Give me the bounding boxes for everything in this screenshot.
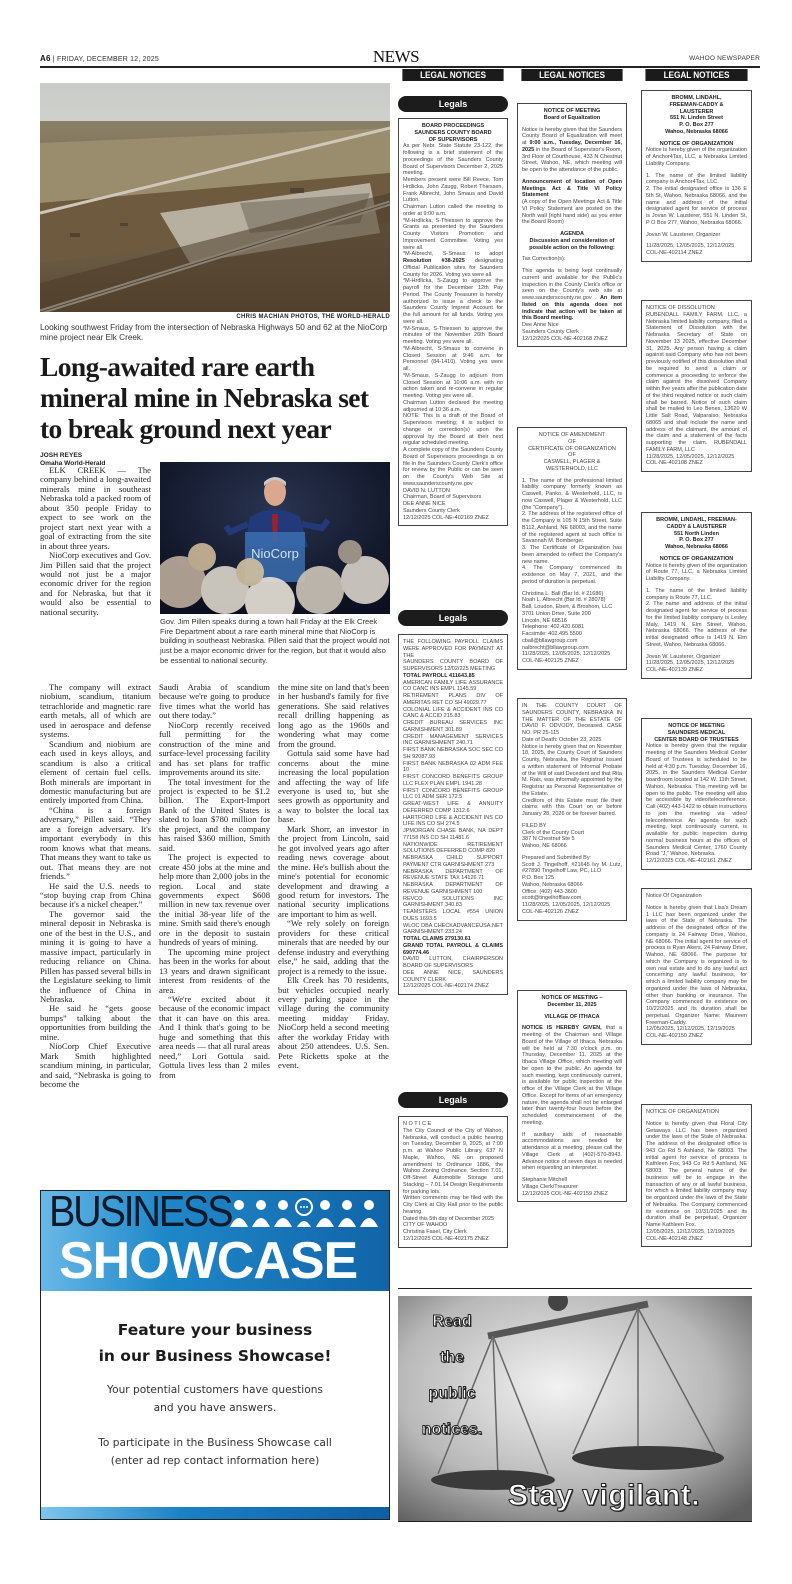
notice-line: GRAND TOTAL PAYROLL & CLAIMS 690774.46 [403, 942, 503, 956]
notice-line: Village Clerk/Treasurer [522, 1183, 578, 1190]
notice-line: SAUNDERS MEDICAL [667, 729, 726, 736]
notice-line: Saunders County Clerk [522, 328, 579, 335]
article-paragraph: NioCorp recently received full permitting for the construction of the mine and surface-level processing facility and has set plans for traffic improvements around its site. [159, 719, 270, 778]
notice-line: OF [568, 452, 576, 459]
ad-text-line: Your potential customers have questions [107, 1384, 323, 1396]
notice-line: OF [568, 438, 576, 445]
notice-line: Dated this 5th day of December 2025 [403, 1215, 495, 1222]
notice-line: NOTICE OF ORGANIZATION [659, 140, 734, 147]
notice-line: LAUSTERER [679, 108, 714, 115]
notice-wahoo-hearing [398, 1116, 508, 1248]
notice-line: *M-Smaus, S-Thiessen to approve the minutes of the November 26th Board meeting. Voting yes were all. [403, 325, 503, 345]
notice-line: Chairman Lutton declared the meeting adjourned at 10:36 a.m. [403, 399, 503, 413]
notice-line: Noah L. Albrecht (Bar Id. # 28078) [522, 597, 606, 604]
article-paragraph: Scandium and niobium are each used in keys alloys, and scandium is also a critical element of certain fuel cells. Both minerals are important in domestic manufacturing but are entirely imported from China. [40, 738, 151, 806]
photo-caption-governor: Gov. Jim Pillen speaks during a town hall Friday at the Elk Creek Fire Department about a rare earth mineral mine that NioCorp is building in southeast Nebraska. Pillen said that the project would not just be a major economic driver for the region, but that it would also be essential to national security. [160, 617, 390, 665]
notice-line: TOTAL PAYROLL 411643.85 [403, 672, 475, 679]
ad-line-notices: notices. [421, 1421, 483, 1438]
notice-line: TEAMSTERS LOCAL #554 UNION DUES 1693.5 [403, 909, 503, 922]
legal-notices-header-2: LEGAL NOTICES [521, 69, 622, 81]
notice-line: SAUNDERS COUNTY BOARD OF SUPERVISORS 12/02/225 MEETING [403, 659, 503, 672]
notice-line: 12/05/2025, 12/12/2025, 12/19/2025 [646, 1228, 735, 1235]
ad-text-line: (enter ad rep contact information here) [110, 1455, 320, 1467]
public-notices-ad [398, 1296, 752, 1522]
notice-line: Date of Death: October 23, 2025 [522, 736, 602, 743]
legals-label: Legals [398, 96, 508, 112]
notice-line: 551 North Linden [674, 530, 719, 537]
notice-estate-probate [517, 698, 627, 921]
notice-line: CREDIT MANAGEMENT SERVICES INC GARNISHMENT 240.71 [403, 733, 503, 747]
ad-text-line: To participate in the Business Showcase call [98, 1437, 332, 1449]
notice-anchor4tax-organization [641, 90, 752, 262]
article-paragraph: The governor said the mineral deposit in Nebraska is one of the best in the U.S., and mining it is going to have a massive impact, particularly in reducing reliance on China. Pillen has passed several bills in the Legislature seeking to limit the influence of China in Nebraska. [40, 908, 151, 1004]
notice-line: Tax Correction(s): [522, 256, 566, 263]
notice-line: COL-NE-402126 ZNEZ [522, 908, 579, 915]
article-paragraph: The company will extract niobium, scandium, titanium tetrachloride and magnetic rare earth metals, all of which are used in aerospace and defense systems. [40, 682, 151, 740]
notice-certificate-amendment [517, 427, 627, 670]
notice-line: JPMORGAN CHASE BANK, NA DEPT 77158 INS CO SH 11481.6 [403, 828, 503, 841]
ad-line-read: Read [432, 1313, 472, 1330]
notice-line [522, 268, 622, 322]
notice-line: 12/05/2025, 12/12/2025, 12/19/2025 [646, 1026, 735, 1033]
notice-line: 11/28/2025, 12/05/2025, 12/12/2025 [646, 243, 735, 250]
legals-label: Legals [398, 610, 508, 626]
notice-line: Notice is hereby given of the organization of Anchor4Tax, LLC, a Nebraska Limited Liability Company. [646, 147, 747, 167]
notice-line: *M-Smaus, S-Zaugg to adjourn from Closed Session at 10:06 a.m. with no action taken and re-convene in regular meeting. Voting yes were all. [403, 372, 503, 399]
notice-line: DAVID N. LUTTON [403, 487, 450, 494]
notice-line: Facsimile: 402.495.5500 [522, 631, 582, 637]
ad-tagline: Stay vigilant. [508, 1479, 701, 1512]
section-rule [398, 1288, 752, 1289]
ad-body-text [41, 1381, 389, 1417]
notice-line: N O T I C E [403, 1121, 432, 1127]
folio-separator: | [52, 56, 55, 63]
notice-line: 551 N. Linden Street [670, 115, 723, 122]
notice-line: FIRST CONCORD BENEFITS GROUP LLC 01 ADM SER 172.5 [403, 787, 503, 801]
notice-line: The City Council of the City of Wahoo, Nebraska, will conduct a public hearing on Tuesday, December 9, 2025, at 7:00 p.m. at Wahoo Public Library, 637 N Maple, Wahoo, NE on proposed amendment to Ordinance 1886, the Wahoo Zoning Ordinance, Section 7.01, Off-Street Automobile Storage and Stacking – 7.01.14 Design Requirements for parking lots. [403, 1127, 503, 1195]
notice-line: Scott J. Tingelhoff, #21645 Ivy M. Lutz, #27890 Tingelhoff Law, PC, LLO [522, 861, 622, 875]
notice-text-run: Notice is hereby given that the Saunders County Board of Equalization will meet at [522, 126, 622, 146]
notice-line: 12/12/2025 COL-NE-402175 ZNEZ [403, 1235, 489, 1242]
article-paragraph: ELK CREEK — The company behind a long-awaited minerals mine in southeast Nebraska told a packed room of about 350 people Friday to expect to see work on the project start next year with a goal of extracting from the site in about three years. [40, 465, 151, 551]
notice-text-run: *M-Albrecht, S-Smaus to adopt [403, 251, 503, 258]
notice-line: DAVID LUTTON, CHAIRPERSON BOARD OF SUPERVISORS [403, 956, 503, 969]
notice-line: Notice is hereby given that on November 18, 2025, the County Court of Saunders County, Nebraska, the Registrar issued a written statement of Informal Probate of the Will of said Decedent and that Rita M. Rais, was informally appointed by the Registrar as Personal Representative of the Estate. [522, 743, 622, 797]
notice-line: If auxiliary aids of reasonable accommodations are needed for attendance at a meeting, please call the Village Clerk at (402)-570-8943. Advance notice of seven days is needed when requesting an interpreter. [522, 1131, 622, 1172]
notice-text-run: in the Board of Supervisor's Room, 3rd Floor of Courthouse, 433 N Chestnut Street, Wahoo, NE, which meeting will be open to the attendance of the public. [522, 146, 622, 173]
notice-line: Wahoo, Nebraska 68066 [665, 544, 728, 550]
article-paragraph: The upcoming mine project has been in the works for about 13 years and drawn significant interest from residents of the area. [159, 946, 270, 995]
chat-bubble-icon [296, 1199, 312, 1227]
notice-line [522, 127, 622, 174]
notice-line: DEE ANNE NICE, SAUNDERS COUNTY CLERK [403, 969, 503, 983]
notice-text-run: An item listed on this agenda does not indicate that action will be taken at this Board meeting. [522, 295, 622, 322]
notice-line: Notice is hereby given that Floral City Getaways LLC has been organized under the laws of the State of Nebraska. The address of the designated office is 943 Co Rd 5 Ashland, Ne 68003. The initial agent for service of process is Kathleen Fox, 943 Co Rd 5 Ashland, NE 68003. The general nature of the business will be to engage in the transaction of any or all lawful business, for which a limited liability company may be organized under the laws of the State of Nebraska. The Company commenced its existence on 10/31/2025 and its duration shall be perpetual. Organizer Name Kathleen Fox. [646, 1120, 747, 1228]
notice-line: 11/28/2025, 12/05/2025, 12/12/2025 [522, 651, 611, 658]
notice-text-run: that a meeting of the Chairman and Village Board of the Village of Ithaca, Nebraska will be held at 7:30 o'clock p.m. on Thursday, December 11, 2025 at the Ithaca Village Office, which meeting will be open to the public. An agenda for such meeting, kept continuously current, is available for public inspection at the office of the Village Clerk at the Village Office. Except for items of an emergency nature, the agenda shall not be enlarged later than twenty-four hours before the scheduled commencement of the meeting. [522, 1025, 622, 1126]
notice-line: NEBRASKA DEPARTMENT OF REVENUE GARNISHMENT 100 [403, 882, 503, 895]
article-paragraph: the mine site on land that's been in her husband's family for five generations. She said relatives recall drilling happening as long ago as the 1960s and wondering what may come from the ground. [278, 682, 389, 749]
notice-line: COLONIAL LIFE & ACCIDENT INS CO CANC & ACCID 215.83 [403, 706, 503, 720]
notice-line: COL-NE-402148 ZNEZ [646, 1235, 703, 1242]
legals-label: Legals [398, 1092, 508, 1108]
article-paragraph: Gottula said some have had concerns about the mine increasing the local population and affecting the way of life everyone is used to, but she sees growth as opportunity and a way to bolster the local tax base. [278, 748, 389, 825]
article-paragraph: He said the U.S. needs to “stop buying crap from China because it's a nickel cheaper.” [40, 880, 151, 910]
notice-line: *M-Albrecht, S-Smaus to convene in Closed Session at 9:46 a.m. for Personnel (84-1410). Voting yes were all. [403, 345, 503, 372]
notice-line: COL-NE-402125 ZNEZ [522, 658, 579, 664]
notice-line: BOARD PROCEEDINGS [421, 123, 485, 129]
notice-line: COL-NE-402150 ZNEZ [646, 1033, 703, 1039]
notice-line: THE FOLLOWING PAYROLL CLAIMS WERE APPROVED FOR PAYMENT AT THE [403, 639, 503, 659]
notice-line: 3. The Certificate of Organization has been amended to reflect the Company's new name. [522, 545, 622, 565]
notice-line: OF SUPERVISORS [428, 136, 478, 143]
notice-line: NOTICE OF MEETING [543, 108, 601, 114]
notice-line: RETIREMENT PLANS DIV OF AMERITAS RET CO SH 49029.77 [403, 693, 503, 706]
notice-text-run: NOTICE IS HEREBY GIVEN, [522, 1025, 602, 1032]
notice-line: Telephone: 402.420.6081 [522, 624, 585, 631]
notice-line: BROMM, LINDAHL, [671, 95, 722, 101]
notice-text-run: This agenda is being kept continually current and available for the Public's inspection in the County Clerk's office or seen on the County's web site at www.saunderscounty.ne.gov . [522, 268, 622, 301]
notice-line: 12/12/2025 COL-NE-402169 ZNEZ [403, 514, 489, 521]
notice-line: nalbrecht@bllawgroup.com [522, 644, 589, 651]
notice-line: NOTICE OF MEETING – [541, 995, 603, 1001]
notice-line: Prepared and Submitted By: [522, 854, 592, 861]
notice-rubendall-dissolution [641, 300, 752, 472]
ad-line-public: public [428, 1385, 476, 1402]
notice-line: CITY OF WAHOO [403, 1222, 448, 1229]
article-paragraph: Elk Creek has 70 residents, but vehicles occupied nearly every parking space in the village during the community meeting midday Friday. NioCorp held a second meeting after the workday Friday with about 250 attendees. U.S. Sen. Pete Ricketts spoke at the event. [278, 975, 389, 1071]
notice-line: 11/28/2025, 12/05/2025, 12/12/2025 [646, 453, 735, 460]
photo-credit: CHRIS MACHIAN PHOTOS, THE WORLD-HERALD [236, 314, 390, 320]
notice-line: Dee Anne Nice [522, 322, 559, 328]
notice-line: FIRST CONCORD BENEFITS GROUP LLC FLEX PLAN EMPL 1941.28 [403, 774, 503, 787]
notice-line: TOTAL CLAIMS 279130.61 [403, 936, 471, 942]
notice-line: 12/12/2025 COL-NE-402168 ZNEZ [522, 335, 608, 342]
notice-line: CASWELL, PLAGER & [543, 459, 601, 465]
page-number: A6 [40, 54, 51, 63]
newspaper-name: WAHOO NEWSPAPER [689, 55, 760, 62]
notice-line: P. O. Box 277 [679, 122, 714, 128]
notice-line: NEBRASKA DEPARTMENT OF REVENUE STATE TAX 14126.71 [403, 868, 503, 882]
notice-line: CREDIT BUREAU SERVICES INC GARNISHMENT 301.89 [403, 720, 503, 733]
notice-line: Notice is hereby given of the organization of Route 77, LLC, a Nebraska Limited Liability Company. [646, 562, 747, 582]
notice-line: 3701 Union Drive, Suite 200 [522, 610, 591, 617]
notice-line: 12/12/2025 COL-NE-402159 ZNEZ [522, 1190, 608, 1197]
notice-line: IN THE COUNTY COURT OF SAUNDERS COUNTY, NEBRASKA IN THE MATTER OF THE ESTATE OF DAVID F. ODVODY, Deceased. CASE NO. PR 25-115 [522, 703, 622, 736]
issue-date: FRIDAY, DECEMBER 12, 2025 [56, 56, 159, 63]
notice-line: Wahoo, NE 68066 [522, 843, 567, 849]
byline-author: JOSH REYES [40, 452, 83, 459]
notice-line: Discussion and consideration of possible action on the following: [529, 237, 615, 251]
notice-line: Wahoo, Nebraska 68066 [522, 881, 583, 888]
notice-line: SAUNDERS COUNTY BOARD [414, 129, 492, 136]
notice-line: DEE ANNE NICE [403, 501, 446, 507]
notice-line: WESTERHOLD, LLC [546, 465, 598, 472]
notice-line: 1. The name of the limited liability company is Route 77, LLC. [646, 587, 747, 601]
notice-line: NATIONWIDE RETIREMENT SOLUTIONS DEFERRED COMP 820 [403, 841, 503, 855]
notice-line: A complete copy of the Saunders County Board of Supervisors proceedings is on file in the Saunders County Clerk's office for review by the Public or can be seen on the County's Web Site at www.saunderscounty.ne.gov [403, 447, 503, 487]
article-column-1 [40, 466, 151, 617]
notice-line: FIRST BANK NEBRASKA 02 ADM FEE 10 [403, 760, 503, 774]
notice-line: As per Nebr. State Statute 23-122, the following is a brief statement of the proceedings of the Saunders County Board of Supervisors December 2, 2025 meeting. [403, 143, 503, 177]
photo-caption-aerial: Looking southwest Friday from the intersection of Nebraska Highways 50 and 62 at the NioCorp mine project near Elk Creek. [40, 323, 388, 342]
notice-board-of-equalization [517, 103, 627, 347]
notice-line: WLOC DBA CHECKADVANCEUSA.NET GARNISHMENT 233.24 [403, 922, 503, 936]
notice-line: December 11, 2025 [547, 1001, 597, 1008]
notice-line: Creditors of this Estate must file their claims with this Court on or before January 28, 2026 or be forever barred. [522, 797, 622, 817]
notice-route77-organization [641, 512, 752, 679]
notice-line: FILED BY [522, 822, 547, 829]
ad-headline [41, 1317, 389, 1369]
article-paragraph: He said he “gets goose bumps” talking about the opportunities from building the mine. [40, 1003, 151, 1042]
ad-headline-line: in our Business Showcase! [98, 1347, 332, 1365]
notice-lisas-dream-organization [641, 888, 752, 1045]
article-paragraph: “We rely solely on foreign providers for these critical minerals that are needed by our defense industry and everything else,” he said, adding that the project is a remedy to the issue. [278, 918, 389, 976]
notice-line: CERTIFICATE OF ORGANIZATION [528, 445, 616, 452]
notice-line: COL-NE-402114 ZNEZ [646, 250, 703, 256]
notice-line: COL-NE-402139 ZNEZ [646, 667, 703, 673]
notice-line: P.O. Box 125 [522, 875, 555, 881]
legal-notices-header-1: LEGAL NOTICES [402, 69, 503, 81]
notice-line: 12/12/2025 COL-NE-402161 ZNEZ [646, 858, 732, 864]
notice-line: Notice Of Organization [646, 893, 702, 899]
notice-line: NOTICE OF DISSOLUTION [646, 305, 715, 311]
notice-line: CENTER BOARD OF TRUSTEES [654, 736, 739, 743]
notice-line: 2. The address of the registered office of the Company is 105 N 15th Street, Suite B112, Ashland, NE 68003, and the name of the registered agent at such office is Savannah M. Bomberger. [522, 511, 622, 545]
notice-line: Stephanie Mitchell [522, 1177, 567, 1183]
article-column-2 [40, 683, 151, 1089]
notice-payroll-claims [398, 634, 508, 995]
ad-text-line: and you have answers. [153, 1402, 277, 1414]
ad-word-business: BUSINESS [49, 1191, 232, 1236]
notice-line: Announcement of location of Open Meetings Act & Title VI Policy Statement [522, 178, 622, 199]
notice-board-proceedings [398, 118, 508, 526]
notice-line: RUBENDALL FAMILY FARM, LLC, a Nebraska limited liability company, filed a Statement of Dissolution with the Nebraska Secretary of State on November 13 2025, effective December 31, 2025. Any person having a claim against said Company who has not been previously notified of this dissolution shall be required to send a claim or commence a proceeding to enforce the claim against the dissolved Company within five years after the publication date of the third required notice or such claim shall be barred. Notice of such claim shall be mailed to Leo Benes, 13620 W Little Salt Road, Valparaiso, Nebraska 68065 and shall include the name and address of the claimant, the amount of the claim and a statement of the facts supporting the claim. RUBENDALL FAMILY FARM, LLC [646, 311, 747, 453]
notice-line: AGENDA [560, 231, 584, 237]
notice-line: 1. The name of the professional limited liability company formerly known as Caswell, Panko, & Westerhold, LLC, is now Caswell, Plager & Westerhold, LLC (the "Company"). [522, 477, 622, 511]
byline-outlet: Omaha World-Herald [40, 460, 106, 467]
notice-line: REVCO SOLUTIONS INC GARNISHMENT 340.83 [403, 895, 503, 909]
notice-line: Board of Equalization [543, 114, 601, 121]
notice-line: HARTFORD LIFE & ACCIDENT INS CO LIFE INS CO SH 274.5 [403, 814, 503, 828]
notice-line: Jovan W. Lausterer, Organizer [646, 653, 721, 660]
notice-line: Notice is hereby given that Lisa's Dream 1 LLC has been organized under the laws of the State of Nebraska. The address of the designated office of the company is 24 Fairway Drive, Wahoo, NE 68066. The initial agent for service of process is Ryan Akers, 24 Fairway Drive, Wahoo, NE 68066. The purpose for which the Company is organized is to own real estate and to do any lawful act concerning any lawful business, for which a limited liability company may be organized under the laws of Nebraska, other than banking or insurance. The Company commenced its existence on 10/22/2025 and its duration shall be perpetual. Organizer Name: Maureen Freeman-Caddy. [646, 904, 747, 1026]
notice-line: cball@bllawgroup.com [522, 637, 578, 644]
notice-line: BROMM, LINDAHL, FREEMAN- [656, 517, 737, 523]
article-paragraph: Mark Shorr, an investor in the project from Lincoln, said he got involved years ago after reading news coverage about the mine. He's bullish about the mine's potential for economic development and drawing a good return for investors. The national security implications are important to him as well. [278, 823, 389, 919]
notice-line: Wahoo, Nebraska 68066 [665, 128, 728, 135]
notice-line: Chairman Lutton called the meeting to order at 9:00 a.m. [403, 204, 503, 217]
notice-line: Members present were Bill Reece, Tom Hrdlicka, John Zaugg, Robert Thiessen, Frank Albrecht, John Smaus and David Lutton. [403, 177, 503, 204]
ad-contact-text [41, 1434, 389, 1470]
notice-line: *M-Hrdlicka, S-Zaugg to approve the payroll for the December 12th Pay Period. The County Treasurer is hereby authorized to issue a check to the Saunders County Imprest Account for the full amount for all funds. Voting yes were all. [403, 278, 503, 325]
article-paragraph: “We're excited about it because of the economic impact that it can have on this area. And I think that's going to be huge and something that this area needs — that all rural areas need,” Lori Gottula said. Gottula lives less than 2 miles from [159, 993, 270, 1080]
notice-line: Written comments may be filed with the City Clerk at City Hall prior to the public hearing. [403, 1195, 503, 1215]
notice-line: AMERICAN FAMILY LIFE ASSURANCE CO CANC INS EMPL 1145.59 [403, 679, 503, 693]
governor-speaking-photo [160, 462, 390, 614]
notice-line [403, 251, 503, 278]
notice-line: Jovan W. Lausterer, Organizer [646, 231, 721, 238]
notice-line: 387 N Chestnut Ste 5 [522, 836, 575, 843]
notice-line: VILLAGE OF ITHACA [544, 1013, 600, 1020]
notice-line: Christina Fasel, City Clerk [403, 1229, 467, 1235]
notice-line: *M-Hrdlicka, S-Thiessen to approve the Grants as presented by the Saunders County Visitors Promotion and Improvement Committee. Voting yes were all. [403, 217, 503, 251]
notice-line: 12/12/2025 COL-NE-402174 ZNEZ [403, 983, 489, 990]
section-title: NEWS [372, 47, 420, 66]
podium-logo-text: NioCorp [251, 546, 299, 561]
notice-line: NOTE: This is a draft of the Board of Supervisors meeting; it is subject to change or correction(s) upon the approval by the Board at their next regular scheduled meeting. [403, 413, 503, 447]
notice-line: NEBRASKA CHILD SUPPORT PAYMENT CTR GARNISHMENT 273 [403, 855, 503, 868]
notice-line: Saunders County Clerk [403, 507, 460, 514]
notice-line: 1. The name of the limited liability company is Anchor4Tax, LLC. [646, 172, 747, 186]
article-paragraph: NioCorp Chief Executive Mark Smith highlighted scandium mining, in particular, and said, “Nebraska is going to become the [40, 1041, 151, 1090]
notice-medical-center-meeting [641, 718, 752, 870]
notice-line: FREEMAN-CADDY & [669, 101, 724, 108]
notice-line: FIRST BANK NEBRASKA SOC SEC CO SH 92087.93 [403, 747, 503, 760]
notice-line: 4. The Company commenced its existence on May 7, 2021, and the period of duration is perpetual. [522, 565, 622, 585]
article-paragraph: The project is expected to create 450 jobs at the mine and help more than 2,000 jobs in the region. Local and state governments expect $608 million in new tax revenue over the initial 38-year life of the mine. Smith said there's enough ore in the deposit to sustain hundreds of years of mining. [159, 852, 270, 948]
notice-line: Ball, Loudon, Ebert, & Broshom, LLC [522, 604, 613, 610]
notice-line: 2. The name and address of the initial designated agent for service of process for the limited liability company is Lesley Maly, 1419 N. Elm Street, Wahoo, Nebraska 68066. The address of the initial designated office is 1419 N. Elm Street, Wahoo, Nebraska 68066. [646, 601, 747, 648]
notice-line: NOTICE OF MEETING [668, 723, 725, 729]
notice-line: COL-NE-402108 ZNEZ [646, 460, 703, 467]
notice-village-of-ithaca [517, 990, 627, 1202]
notice-line: 11/28/2025, 12/05/2025, 12/12/2025 [646, 660, 735, 667]
header-rule [40, 66, 760, 68]
notice-line: 2. The initial designated office is 136 E 5th St, Wahoo, Nebraska 68066, and the name and address of the initial designated agent for service of process is Jovan W. Lausterer, 551 N. Linden St, P O Box 277, Wahoo, Nebraska 68066. [646, 186, 747, 226]
ad-headline-line: Feature your business [117, 1321, 313, 1339]
notice-line: NOTICE OF ORGANIZATION [646, 1109, 719, 1115]
notice-text-run: designating Official Publication sites for Saunders County for 2026. Voting yes were all. [403, 258, 503, 278]
business-showcase-banner [41, 1191, 389, 1291]
notice-line: GREAT-WEST LIFE & ANNUITY DEFERRED COMP 1312.6 [403, 801, 503, 814]
aerial-photo-mine-site [40, 83, 390, 312]
article-paragraph: “China is a foreign adversary,” Pillen said. “They are a foreign adversary. It's important everybody in this room knows what that means. That means they want to take us out. That means they are not friends.” [40, 804, 151, 882]
article-paragraph: Saudi Arabia of scandium because we're going to produce five times what the world has out there today.” [159, 682, 270, 721]
notice-line [522, 1025, 622, 1126]
article-column-3 [159, 683, 270, 1080]
notice-floral-city-organization [641, 1104, 752, 1247]
notice-line: Office: (402) 443-3600 [522, 888, 577, 895]
notice-line: Chairman, Board of Supervisors [403, 494, 482, 501]
notice-text-run: 9:00 a.m., Tuesday, December 16, 2025 [522, 140, 622, 153]
ad-word-showcase: SHOWCASE [59, 1232, 358, 1290]
notice-line: scott@tingelhofflaw.com [522, 895, 582, 902]
notice-line: Notice is hereby given that the regular meeting of the Saunders Medical Center Board of Trustees is scheduled to be held at 4:30 p.m. Tuesday, December 16, 2025, in the Saunders Medical Center boardroom located at 142 W. 11th Street, Wahoo, Nebraska. This meeting will be open to the public. The meeting will also be accessible by video/teleconference. Call (402) 443-1422 to obtain instructions to join the meeting via video/ teleconference. An agenda for such meeting, kept continuously current, is available for public inspection during normal business hours at the offices of Saunders Medical Center, 1760 County Road "J," Wahoo, Nebraska. [646, 743, 747, 858]
notice-line: NOTICE OF ORGANIZATION [659, 555, 734, 562]
notice-line: NOTICE OF AMENDMENT [538, 432, 606, 438]
article-headline: Long-awaited rare earth mineral mine in Nebraska set to break ground next year [40, 351, 369, 444]
notice-line: Clerk of the County Court [522, 829, 585, 836]
notice-text-run: Resolution #38-2025 [403, 258, 465, 264]
article-column-4 [278, 683, 389, 1071]
notice-line: CADDY & LAUSTERER [666, 523, 727, 530]
notice-line: (A copy of the Open Meetings Act & Title VI Policy Statement are posted on the North wall (right hand side) as you enter the Board Room) [522, 199, 622, 226]
notice-line: Christina L. Ball (Bar Id. # 21686) [522, 590, 604, 597]
ad-line-the: the [440, 1349, 464, 1366]
notice-line: 11/28/2025, 12/05/2025, 12/12/2025 [522, 902, 611, 908]
legal-notices-header-3: LEGAL NOTICES [645, 69, 747, 81]
business-showcase-ad [40, 1190, 390, 1520]
notice-line: Lincoln, NE 68516 [522, 617, 567, 624]
people-group-icon [229, 1197, 379, 1231]
ad-bottom-stripe [41, 1507, 389, 1519]
article-paragraph: NioCorp executives and Gov. Jim Pillen said that the project would not just be a major economic driver for the region and for Nebraska, but that it would also be essential to national security. [40, 550, 151, 617]
article-paragraph: The total investment for the project is expected to be $1.2 billion. The Export-Import Bank of the United States is slated to loan $780 million for the project, and the company has raised $360 million, Smith said. [159, 776, 270, 853]
notice-line: P. O. Box 277 [679, 537, 714, 544]
